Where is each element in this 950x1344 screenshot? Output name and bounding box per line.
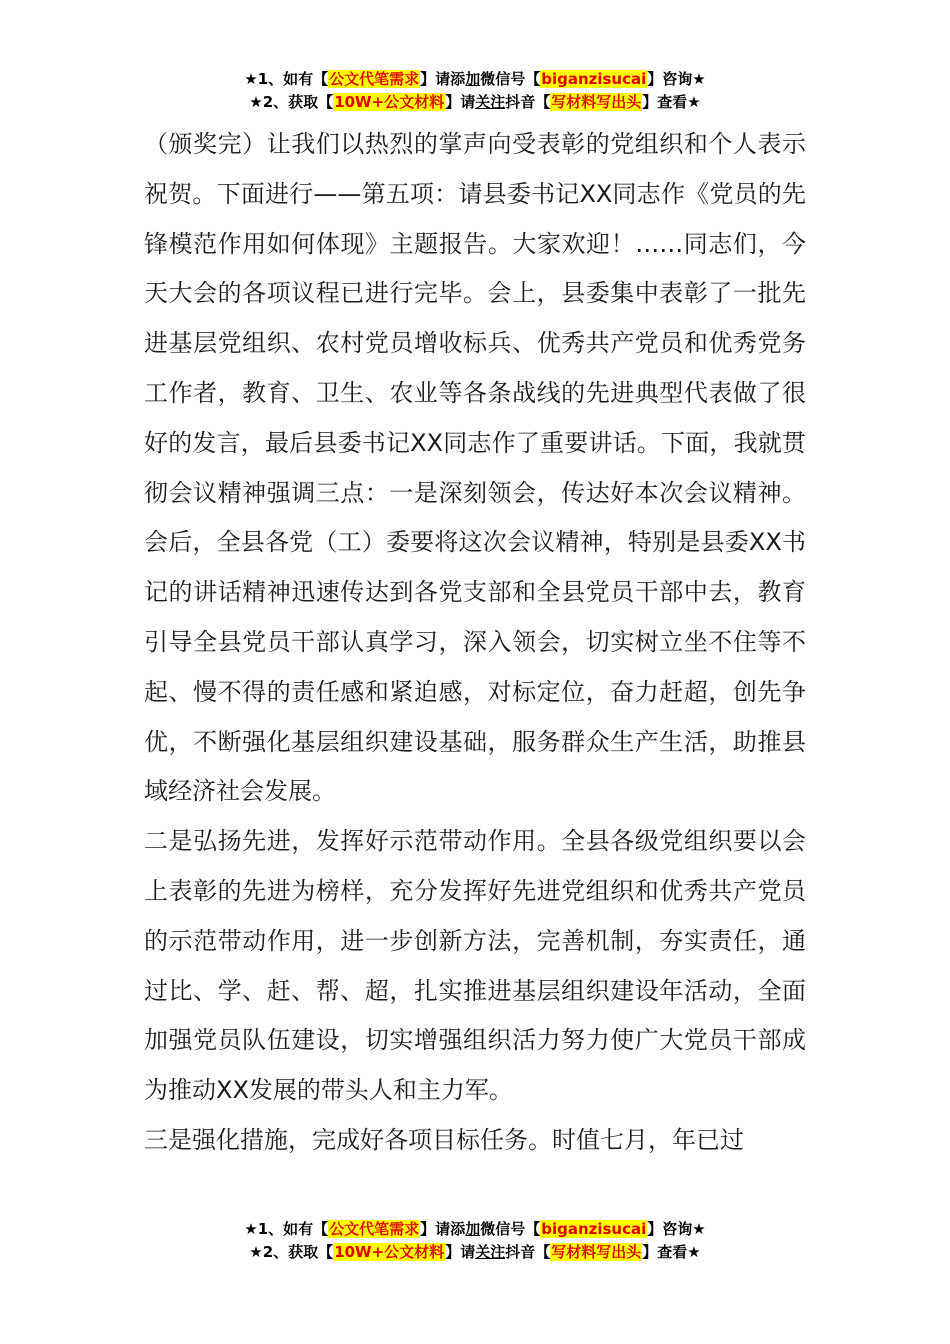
- highlight-wechat-id: biganzisucai: [541, 70, 647, 88]
- paragraph-1: （颁奖完）让我们以热烈的掌声向受表彰的党组织和个人表示祝贺。下面进行——第五项：请县委书记XX同志作《党员的先锋模范作用如何体现》主题报告。大家欢迎！……同志们，今天大会的各项议程已进行完毕。会上，县委集中表彰了一批先进基层党组织、农村党员增收标兵、优秀共产党员和优秀党务工作者，教育、卫生、农业等各条战线的先进典型代表做了很好的发言，最后县委书记XX同志作了重要讲话。下面，我就贯彻会议精神强调三点：一是深刻领会，传达好本次会议精神。会后，全县各党（工）委要将这次会议精神，特别是县委XX书记的讲话精神迅速传达到各党支部和全县党员干部中去，教育引导全县党员干部认真学习，深入领会，切实树立坐不住等不起、慢不得的责任感和紧迫感，对标定位，奋力赶超，创先争优，不断强化基层组织建设基础，服务群众生产生活，助推县域经济社会发展。: [144, 130, 806, 806]
- footer-line-2: ★2、获取【10W+公文材料】请关注抖音【写材料写出头】查看★: [249, 1243, 701, 1261]
- paragraph-3: 三是强化措施，完成好各项目标任务。时值七月，年已过: [144, 1125, 744, 1154]
- highlight-wechat-id: biganzisucai: [541, 1220, 647, 1238]
- highlight-writing-service: 公文代笔需求: [329, 1220, 420, 1238]
- footer-line-1: ★1、如有【公文代笔需求】请添加微信号【biganzisucai】咨询★: [244, 1220, 706, 1238]
- highlight-douyin-account: 写材料写出头: [551, 93, 642, 111]
- highlight-materials: 10W+公文材料: [334, 93, 445, 111]
- paragraph-2: 二是弘扬先进，发挥好示范带动作用。全县各级党组织要以会上表彰的先进为榜样，充分发挥好先进党组织和优秀共产党员的示范带动作用，进一步创新方法，完善机制，夯实责任，通过比、学、赶、帮、超，扎实推进基层组织建设年活动，全面加强党员队伍建设，切实增强组织活力努力使广大党员干部成为推动XX发展的带头人和主力军。: [144, 827, 806, 1105]
- banner-line-1: ★1、如有【公文代笔需求】请添加微信号【biganzisucai】咨询★: [244, 70, 706, 88]
- highlight-douyin-account: 写材料写出头: [551, 1243, 642, 1261]
- header-banner: [0, 68, 950, 114]
- document-body: [144, 120, 806, 1166]
- highlight-writing-service: 公文代笔需求: [329, 70, 420, 88]
- banner-line-2: ★2、获取【10W+公文材料】请关注抖音【写材料写出头】查看★: [249, 93, 701, 111]
- footer-banner: [0, 1218, 950, 1264]
- highlight-materials: 10W+公文材料: [334, 1243, 445, 1261]
